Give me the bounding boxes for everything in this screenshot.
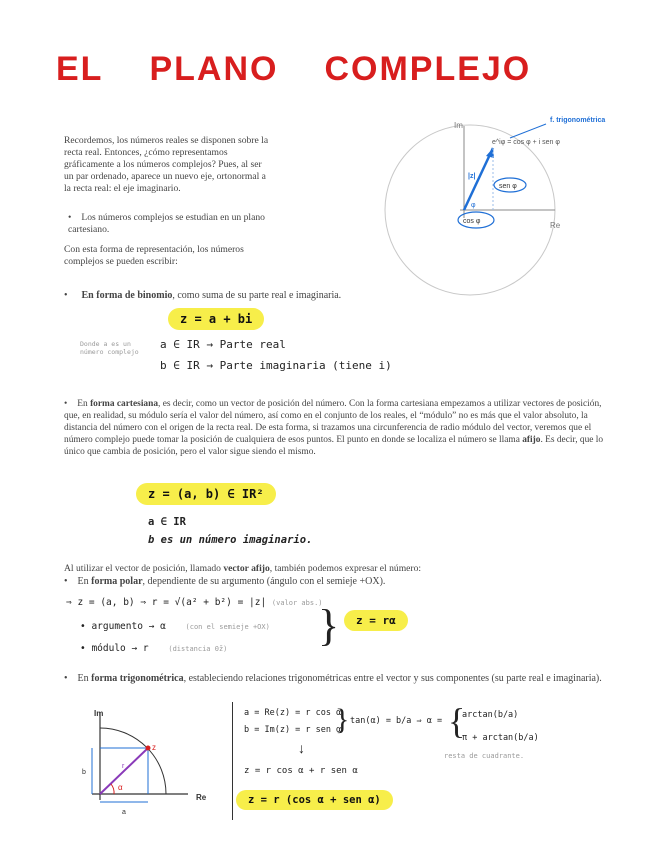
polar-line-1-text: ⇒ z = (a, b) ⇒ r = √(a² + b²) = |z|	[66, 597, 267, 608]
trig-tan: tan(α) = b/a ⇒ α =	[350, 716, 443, 726]
d2-label-z: z	[152, 743, 156, 752]
intro-bullet	[68, 212, 278, 236]
polar-intro-pre: Al utilizar el vector de posición, llamado	[64, 563, 224, 574]
polar-pre: En	[77, 576, 92, 587]
trig-case-1: arctan(b/a)	[462, 710, 519, 720]
title-word-plano: PLANO	[149, 50, 279, 88]
binomial-line-2: b ∈ IR → Parte imaginaria (tiene i)	[160, 359, 392, 372]
cartesian-bold: forma cartesiana	[90, 399, 159, 409]
trig-brace-right: }	[335, 703, 350, 736]
title-word-el: EL	[56, 50, 104, 88]
intro-paragraph: Recordemos, los números reales se disponen sobre la recta real. Entonces, ¿cómo representamos gráficamente a los números complejos? Pues, al ser un par ordenado, aparece un nuevo eje, ortonormal a la recta real: el eje imaginario.	[64, 135, 269, 194]
angle-label: φ	[471, 202, 476, 209]
page-title	[56, 50, 531, 89]
cartesian-rest2: . Es decir, que lo único que cambia de posición, pero el valor sigue siendo el mismo.	[64, 435, 604, 457]
complex-plane-diagram	[380, 106, 640, 296]
polar-result: z = rα	[344, 610, 408, 631]
d2-point-z	[146, 746, 151, 751]
trig-brace-left: {	[448, 701, 466, 741]
polar-bold: forma polar	[91, 576, 143, 587]
polar-intro	[64, 563, 624, 575]
intro-closing: Con esta forma de representación, los números complejos se pueden escribir:	[64, 244, 244, 267]
title-word-complejo: COMPLEJO	[324, 50, 532, 88]
trig-diagram	[78, 706, 218, 824]
euler-formula: e^iφ = cos φ + i sen φ	[492, 139, 560, 146]
sin-label: sen φ	[499, 183, 517, 190]
polar-intro-bold: vector afijo	[223, 563, 270, 574]
polar-line-3-note: (distancia 0̄z̄)	[168, 645, 228, 653]
intro-bullet-text: Los números complejos se estudian en un plano cartesiano.	[68, 212, 265, 235]
trig-bullet	[64, 673, 614, 685]
cartesian-line-2: b es un número imaginario.	[148, 534, 313, 546]
d2-angle-arc	[111, 784, 114, 794]
afijo-bold: afijo	[522, 435, 541, 445]
trig-eq-3: z = r cos α + r sen α	[244, 766, 358, 776]
trig-result: z = r (cos α + sen α)	[236, 790, 393, 810]
trig-case-2: π + arctan(b/a)	[462, 733, 539, 743]
binomial-rest: , como suma de su parte real e imaginaria.	[172, 290, 342, 301]
binomial-formula: z = a + bi	[168, 308, 264, 330]
d2-label-a: a	[122, 809, 126, 816]
bullet-dot: •	[64, 576, 68, 587]
trig-down-arrow: ↓	[298, 742, 305, 757]
polar-intro-rest: , también podemos expresar el número:	[269, 563, 422, 574]
cos-label: cos φ	[463, 218, 481, 225]
modulus-label: |z|	[468, 173, 476, 180]
bullet-dot: •	[68, 212, 72, 223]
binomial-line-1: a ∈ IR → Parte real	[160, 338, 286, 351]
bullet-dot: •	[64, 399, 68, 409]
polar-rest: , dependiente de su argumento (ángulo con el semieje +OX).	[142, 576, 386, 587]
binomial-bullet	[64, 290, 634, 302]
cartesian-bullet	[64, 398, 604, 458]
trig-bold: forma trigonométrica	[91, 673, 184, 684]
cartesian-line-1: a ∈ IR	[148, 516, 186, 528]
d2-label-b: b	[82, 769, 86, 776]
cartesian-pre: En	[77, 399, 91, 409]
trig-rest: , estableciendo relaciones trigonométricas entre el vector y sus componentes (su parte real e imaginaria).	[183, 673, 602, 684]
trig-pointer-line	[510, 124, 546, 138]
polar-line-3	[80, 643, 227, 654]
d2-label-alpha: α	[118, 783, 123, 792]
trig-note: resta de cuadrante.	[444, 752, 525, 760]
d2-label-re: Re	[196, 793, 207, 802]
trig-eq-2: b = Im(z) = r sen α	[244, 725, 342, 735]
d2-label-im: Im	[94, 709, 104, 718]
d2-label-r: r	[122, 763, 125, 770]
trig-pre: En	[77, 673, 92, 684]
polar-line-1	[66, 597, 323, 608]
bullet-dot: •	[64, 290, 68, 301]
binomial-bold: En forma de binomio	[81, 290, 173, 301]
axis-label-re: Re	[550, 221, 561, 230]
polar-line-3-text: • módulo → r	[80, 643, 149, 654]
polar-line-2-note: (con el semieje +OX)	[185, 623, 270, 631]
polar-line-2-text: • argumento → α	[80, 621, 166, 632]
polar-bullet	[64, 576, 624, 588]
polar-line-1-note: (valor abs.)	[271, 599, 323, 607]
cartesian-rest: , es decir, como un vector de posición del número. Con la forma cartesiana empezamos a utilizar vectores de posición, que, en realidad, su módulo sería el valor del número, así como en el conjunto de los reales, el “módulo” no es más que el valor absoluto, la distancia del número con el origen de la recta real. De esta forma, si trazamos una circunferencia de radio módulo del vector, veremos que el número complejo puede tomar la posición de cualquiera de esos puntos. El punto en donde se localiza el número se llama	[64, 399, 602, 445]
bullet-dot: •	[64, 673, 68, 684]
trig-form-label: f. trigonométrica	[550, 117, 606, 124]
axis-label-im: Im	[454, 121, 463, 130]
trig-eq-1: a = Re(z) = r cos α	[244, 708, 342, 718]
trig-divider	[232, 702, 233, 820]
polar-brace: }	[318, 601, 340, 650]
d2-vector	[100, 748, 148, 794]
polar-line-2	[80, 621, 270, 632]
binomial-side-note: Donde a es un número complejo	[80, 340, 139, 356]
cartesian-formula: z = (a, b) ∈ IR²	[136, 483, 276, 505]
